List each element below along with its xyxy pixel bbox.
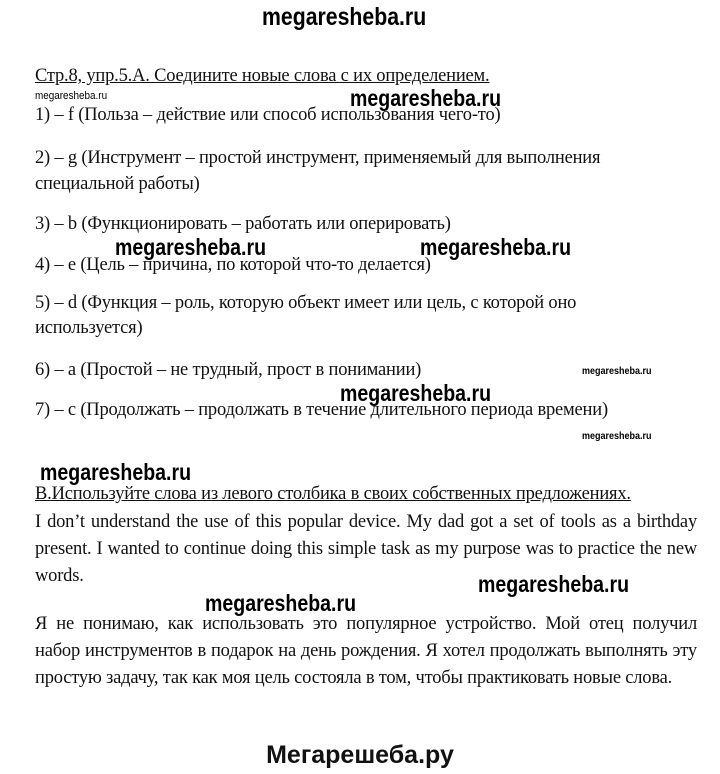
answer-item: специальной работы) [35, 174, 200, 194]
answer-item: 7) – c (Продолжать – продолжать в течение длительного периода времени) [35, 400, 608, 420]
answer-item: 4) – e (Цель – причина, по которой что-то делается) [35, 255, 431, 275]
russian-translation: Я не понимаю, как использовать это популярное устройство. Мой отец получил набор инструментов в подарок на день рождения. Я хотел продолжать выполнять эту простую задачу, так как моя цель состояла в том, чтобы практиковать новые слова. [35, 614, 697, 688]
answer-item: 6) – a (Простой – не трудный, прост в понимании) [35, 360, 422, 380]
english-sentences: I don’t understand the use of this popular device. My dad got a set of tools as a birthday present. I wanted to continue doing this simple task as my purpose was to practice the new words. [35, 512, 697, 586]
section-a-heading: Стр.8, упр.5.А. Соедините новые слова с их определением. [35, 66, 490, 86]
answer-item: 1) – f (Польза – действие или способ использования чего-то) [35, 105, 501, 125]
watermark: megaresheba.ru [340, 380, 492, 406]
section-b-heading: В.Используйте слова из левого столбика в своих собственных предложениях. [35, 484, 631, 504]
watermark: megaresheba.ru [205, 590, 357, 616]
watermark: megaresheba.ru [582, 431, 652, 442]
answer-item: 5) – d (Функция – роль, которую объект имеет или цель, с которой оно [35, 293, 577, 313]
watermark: megaresheba.ru [35, 90, 108, 102]
watermark: megaresheba.ru [40, 459, 192, 485]
footer-brand[interactable]: Мегарешеба.ру [266, 741, 454, 769]
answer-item: 2) – g (Инструмент – простой инструмент, применяемый для выполнения [35, 148, 601, 168]
answer-item: используется) [35, 318, 143, 338]
header-watermark[interactable]: megaresheba.ru [262, 3, 427, 31]
watermark: megaresheba.ru [115, 234, 267, 260]
watermark: megaresheba.ru [350, 85, 502, 111]
watermark: megaresheba.ru [478, 571, 630, 597]
answer-item: 3) – b (Функционировать – работать или оперировать) [35, 214, 451, 234]
watermark: megaresheba.ru [582, 366, 652, 377]
watermark: megaresheba.ru [420, 234, 572, 260]
